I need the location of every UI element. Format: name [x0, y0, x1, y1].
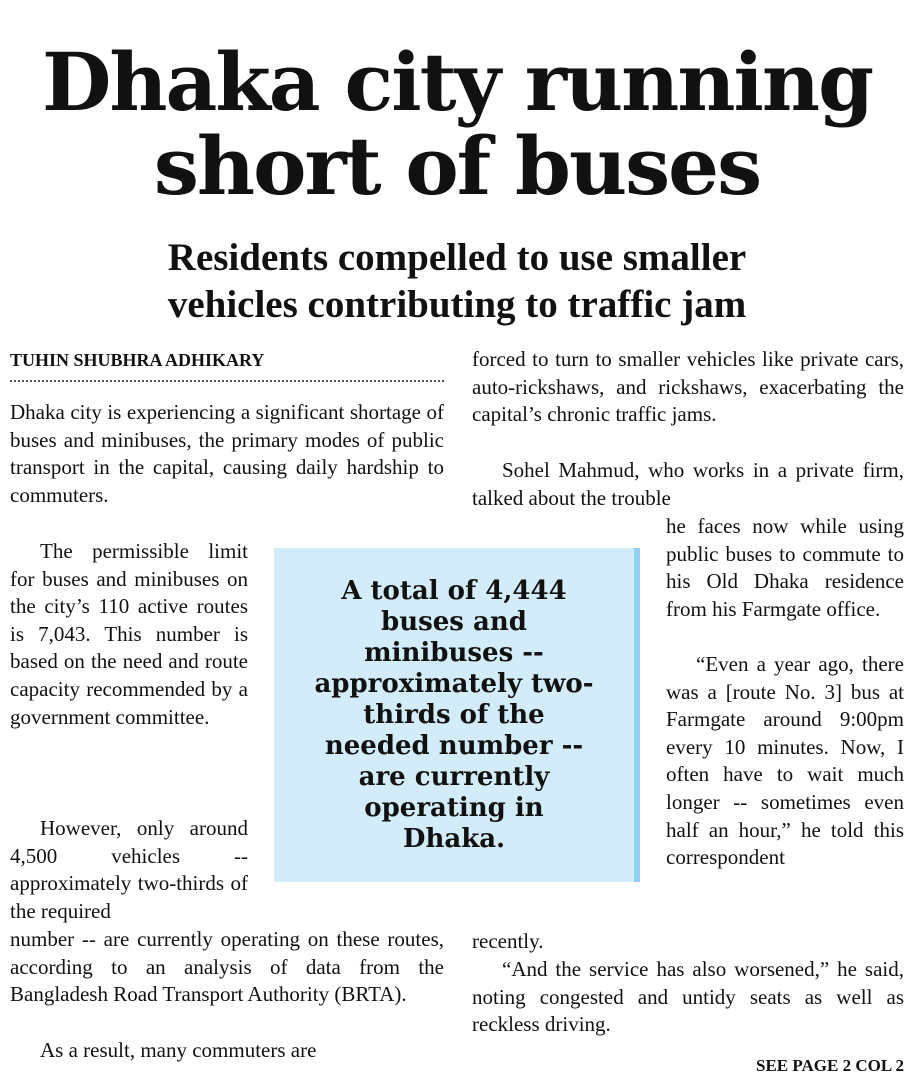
pull-quote-text: A total of 4,444 buses and minibuses -- approximately two-thirds of the needed number -- are currently operating in Dhaka.: [314, 575, 594, 854]
pull-quote-box: [274, 548, 640, 882]
right-paragraph-3b: recently.: [472, 929, 544, 953]
subheadline: [0, 234, 914, 328]
right-paragraph-4: “And the service has also worsened,” he said, noting congested and untidy seats as well as reckless driving.: [472, 957, 904, 1037]
left-paragraph-1: Dhaka city is experiencing a significant shortage of buses and minibuses, the primary modes of public transport in the capital, causing daily hardship to commuters.: [10, 400, 444, 507]
subheadline-line-2: vehicles contributing to traffic jam: [167, 283, 747, 326]
right-paragraph-2b: he faces now while using public buses to commute to his Old Dhaka residence from his Farmgate office.: [666, 514, 904, 621]
headline: [0, 35, 914, 213]
continuation-note: SEE PAGE 2 COL 2: [756, 1056, 904, 1075]
left-paragraph-3a: However, only around 4,500 vehicles -- approximately two-thirds of the required: [10, 816, 248, 923]
right-paragraph-2a: Sohel Mahmud, who works in a private firm, talked about the trouble: [472, 458, 904, 510]
headline-line-2: short of buses: [153, 119, 761, 213]
left-paragraph-3b: number -- are currently operating on these routes, according to an analysis of data from the Bangladesh Road Transport Authority (BRTA).: [10, 927, 444, 1007]
subheadline-line-1: Residents compelled to use smaller: [167, 236, 747, 279]
left-paragraph-2: The permissible limit for buses and minibuses on the city’s 110 active routes is 7,043. This number is based on the need and route capacity recommended by a government committee.: [10, 539, 248, 729]
right-paragraph-1: forced to turn to smaller vehicles like private cars, auto-rickshaws, and rickshaws, exacerbating the capital’s chronic traffic jams.: [472, 347, 904, 427]
left-paragraph-4: As a result, many commuters are: [40, 1038, 317, 1062]
byline: TUHIN SHUBHRA ADHIKARY: [10, 348, 444, 382]
right-paragraph-3a: “Even a year ago, there was a [route No. 3] bus at Farmgate around 9:00pm every 10 minutes. Now, I often have to wait much longer -- sometimes even half an hour,” he told this correspondent: [666, 652, 904, 870]
headline-line-1: Dhaka city running: [41, 35, 872, 129]
